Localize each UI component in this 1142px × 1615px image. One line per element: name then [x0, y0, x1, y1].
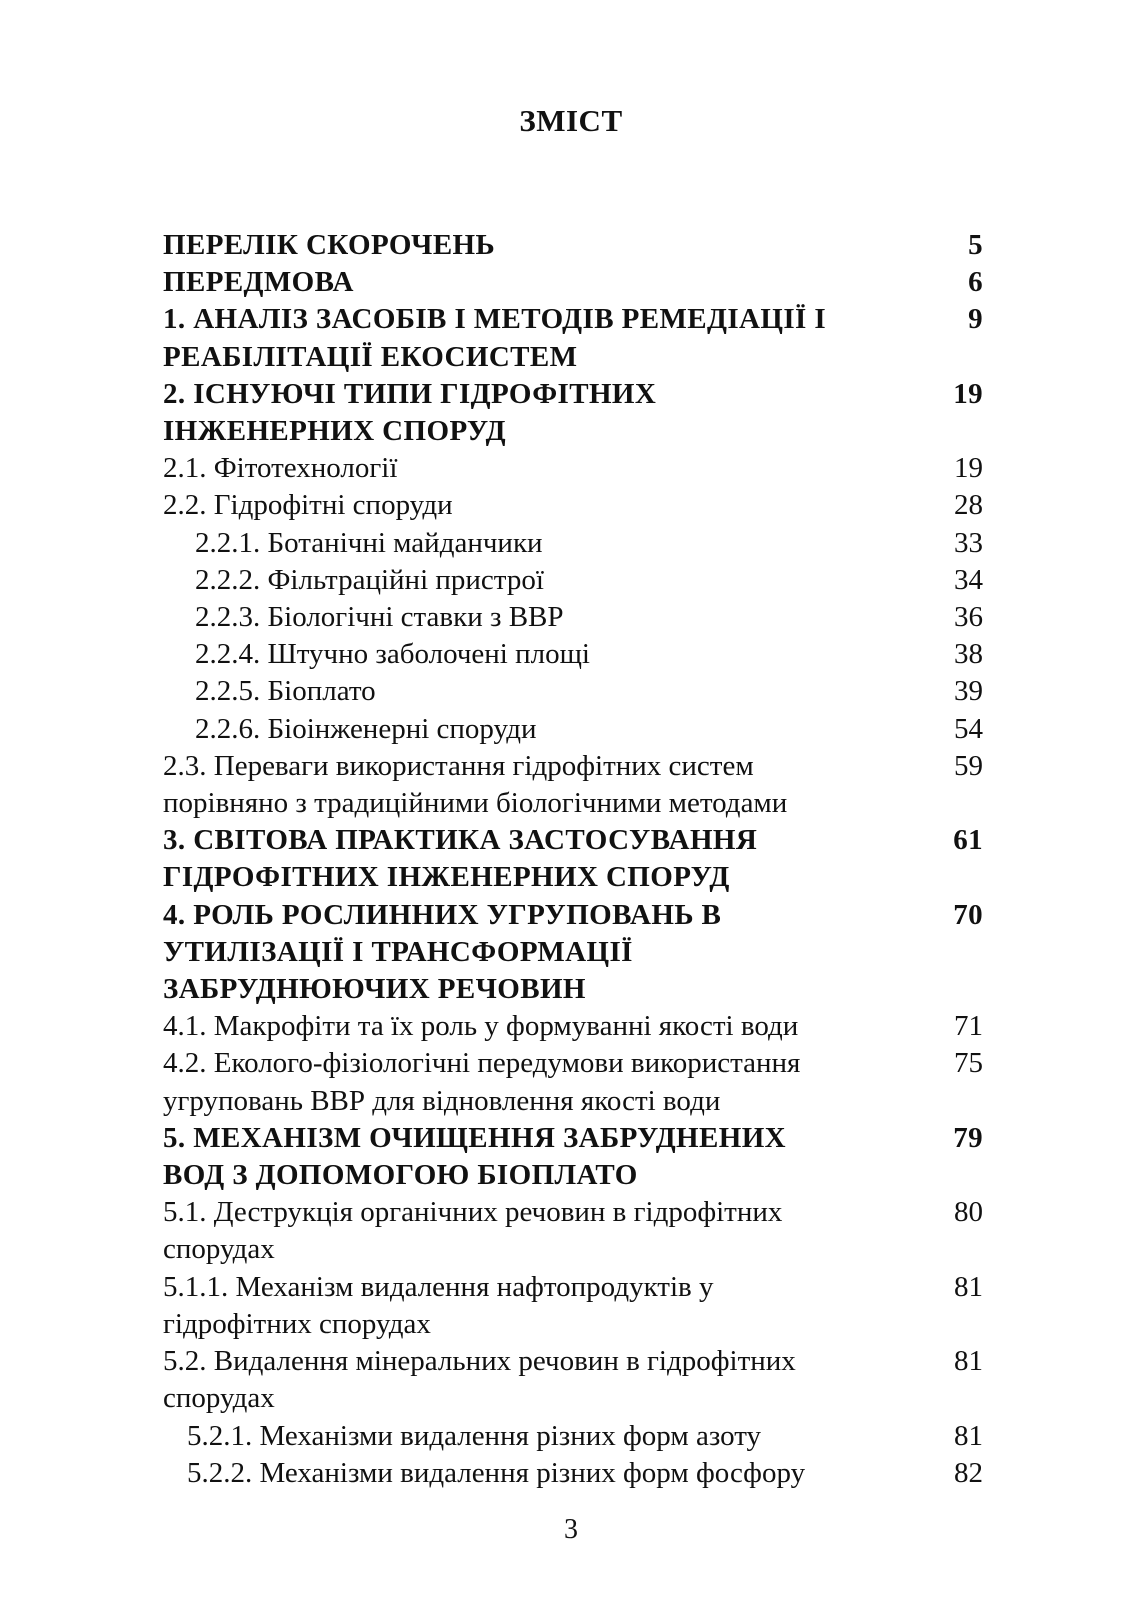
toc-entry[interactable]: [163, 897, 983, 1009]
toc-entry-page: 28: [954, 489, 983, 522]
toc-entry-label: 2. ІСНУЮЧІ ТИПИ ГІДРОФІТНИХ ІНЖЕНЕРНИХ СПОРУД: [163, 377, 657, 448]
toc-entry[interactable]: [163, 376, 983, 450]
toc-entry[interactable]: [163, 301, 983, 375]
toc-entry-label: ПЕРЕДМОВА: [163, 266, 354, 299]
toc-entry-page: 34: [954, 563, 983, 596]
toc-entry-label: ПЕРЕЛІК СКОРОЧЕНЬ: [163, 229, 496, 261]
toc-entry-page: 81: [954, 1345, 983, 1378]
toc-entry[interactable]: [163, 1269, 983, 1343]
toc-entry[interactable]: [163, 1194, 983, 1268]
toc-entry-page: 36: [954, 601, 983, 634]
toc-entry[interactable]: [163, 1418, 983, 1455]
toc-entry-label: 5.2.1. Механізми видалення різних форм азоту: [187, 1419, 762, 1452]
toc-entry-page: 54: [954, 712, 983, 745]
toc-entry[interactable]: [163, 711, 983, 748]
toc-entry[interactable]: [163, 1343, 983, 1417]
page-number: 3: [564, 1514, 578, 1545]
toc-entry-page: 5: [968, 229, 983, 261]
toc-entry-label: 2.3. Переваги використання гідрофітних систем порівняно з традиційними біологічними методами: [163, 749, 788, 820]
toc-entry-label: 4.2. Еколого-фізіологічні передумови використання угруповань ВВР для відновлення якості води: [163, 1047, 801, 1117]
toc-entry-label: 2.2.3. Біологічні ставки з ВВР: [195, 601, 564, 634]
toc-entry-page: 81: [954, 1270, 983, 1303]
toc-entry[interactable]: [163, 562, 983, 599]
toc-entry-label: 4. РОЛЬ РОСЛИННИХ УГРУПОВАНЬ В УТИЛІЗАЦІЇ І ТРАНСФОРМАЦІЇ ЗАБРУДНЮЮЧИХ РЕЧОВИН: [163, 898, 722, 1006]
toc-entry-label: 2.2. Гідрофітні споруди: [163, 489, 453, 522]
toc-entry-page: 33: [954, 526, 983, 559]
toc-entry[interactable]: [163, 636, 983, 673]
toc-entry-label: 1. АНАЛІЗ ЗАСОБІВ І МЕТОДІВ РЕМЕДІАЦІЇ І РЕАБІЛІТАЦІЇ ЕКОСИСТЕМ: [163, 303, 827, 373]
toc-entry-page: 39: [954, 675, 983, 708]
toc-entry-label: 2.2.2. Фільтраційні пристрої: [195, 563, 544, 596]
toc-entry-page: 70: [953, 898, 983, 931]
toc-entry-page: 9: [968, 303, 983, 336]
toc-entry-page: 61: [953, 824, 983, 857]
toc-entry-page: 75: [954, 1047, 983, 1080]
toc-entry-page: 81: [954, 1419, 983, 1452]
toc-entry-page: 82: [954, 1456, 983, 1489]
toc-entry-page: 59: [954, 749, 983, 782]
toc-entry-label: 2.2.6. Біоінженерні споруди: [195, 712, 537, 745]
toc-entry-page: 80: [954, 1196, 983, 1229]
toc-entry-label: 2.1. Фітотехнології: [163, 452, 398, 485]
toc-entry-label: 2.2.5. Біоплато: [195, 675, 376, 708]
toc-entry[interactable]: [163, 1008, 983, 1045]
toc-entry[interactable]: [163, 748, 983, 822]
toc-entry-page: 71: [954, 1010, 983, 1043]
toc-entry-page: 6: [968, 266, 983, 299]
toc-entry[interactable]: [163, 264, 983, 301]
toc-entry-label: 5.1.1. Механізм видалення нафтопродуктів у гідрофітних спорудах: [163, 1270, 714, 1340]
toc-entry[interactable]: [163, 1455, 983, 1492]
toc-entry-page: 19: [953, 377, 983, 410]
toc-entry-label: 5.2.2. Механізми видалення різних форм фосфору: [187, 1456, 806, 1489]
toc-entry-page: 79: [953, 1121, 983, 1154]
table-of-contents: [163, 227, 983, 1492]
toc-entry[interactable]: [163, 822, 983, 896]
toc-entry[interactable]: [163, 599, 983, 636]
toc-entry-page: 38: [954, 638, 983, 671]
toc-entry-label: 5.2. Видалення мінеральних речовин в гідрофітних спорудах: [163, 1345, 796, 1415]
toc-entry[interactable]: [163, 450, 983, 487]
page-title: ЗМІСТ: [519, 103, 623, 138]
toc-entry[interactable]: [163, 1045, 983, 1119]
toc-entry-label: 2.2.1. Ботанічні майданчики: [195, 526, 543, 559]
toc-entry[interactable]: [163, 487, 983, 524]
toc-entry[interactable]: [163, 525, 983, 562]
toc-entry[interactable]: [163, 227, 983, 264]
toc-entry-label: 2.2.4. Штучно заболочені площі: [195, 638, 590, 671]
toc-entry[interactable]: [163, 1120, 983, 1194]
toc-entry-label: 5.1. Деструкція органічних речовин в гідрофітних спорудах: [163, 1196, 783, 1266]
toc-entry-label: 3. СВІТОВА ПРАКТИКА ЗАСТОСУВАННЯ ГІДРОФІТНИХ ІНЖЕНЕРНИХ СПОРУД: [163, 824, 758, 894]
toc-entry[interactable]: [163, 673, 983, 710]
toc-entry-label: 4.1. Макрофіти та їх роль у формуванні якості води: [163, 1010, 799, 1043]
toc-entry-page: 19: [954, 452, 983, 485]
toc-entry-label: 5. МЕХАНІЗМ ОЧИЩЕННЯ ЗАБРУДНЕНИХ ВОД З ДОПОМОГОЮ БІОПЛАТО: [163, 1121, 787, 1192]
